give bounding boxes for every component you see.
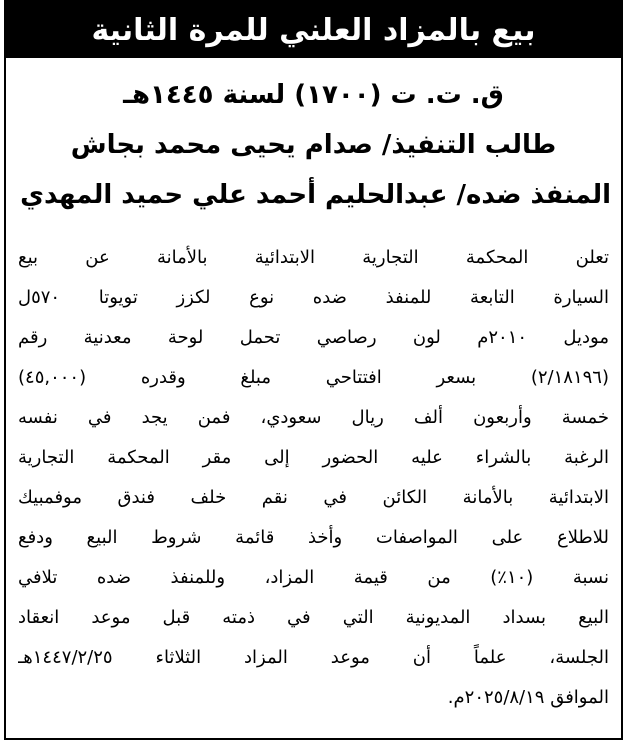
body-line: الابتدائية بالأمانة الكائن في نقم خلف فندق موفمبيك	[18, 487, 609, 508]
body-line: تعلن المحكمة التجارية الابتدائية بالأمانة عن بيع	[18, 247, 609, 268]
body-line: (٢/١٨١٩٦) بسعر افتتاحي مبلغ وقدره (٤٥,٠٠٠)	[18, 367, 609, 388]
body-line: الجلسة، علماً أن موعد المزاد الثلاثاء ١٤٤٧/٢/٢٥هـ	[18, 647, 609, 668]
notice-title: بيع بالمزاد العلني للمرة الثانية	[91, 12, 536, 48]
body-line: البيع بسداد المديونية التي في ذمته قبل موعد انعقاد	[18, 607, 609, 628]
applicant-name: طالب التنفيذ/ صدام يحيى محمد بجاش	[70, 130, 557, 160]
body-line: موديل ٢٠١٠م لون رصاصي تحمل لوحة معدنية رقم	[18, 327, 609, 348]
notice-headings	[16, 70, 611, 220]
notice-frame	[4, 0, 623, 740]
respondent-name: المنفذ ضده/ عبدالحليم أحمد علي حميد المهدي	[20, 180, 611, 210]
body-line: للاطلاع على المواصفات وأخذ قائمة شروط البيع ودفع	[18, 527, 609, 548]
body-line: خمسة وأربعون ألف ريال سعودي، فمن يجد في نفسه	[18, 407, 609, 428]
notice-title-banner	[6, 2, 621, 58]
notice-body	[18, 238, 609, 718]
body-line-last: الموافق ٢٠٢٥/٨/١٩م.	[447, 687, 609, 708]
body-line: السيارة التابعة للمنفذ ضده نوع لكزز تويوتا ٥٧٠ل	[18, 287, 609, 308]
body-line: الرغبة بالشراء عليه الحضور إلى مقر المحكمة التجارية	[18, 447, 609, 468]
body-line: نسبة (١٠٪) من قيمة المزاد، وللمنفذ ضده تلافي	[18, 567, 609, 588]
case-reference: ق. ت. ت (١٧٠٠) لسنة ١٤٤٥هـ	[123, 80, 504, 110]
